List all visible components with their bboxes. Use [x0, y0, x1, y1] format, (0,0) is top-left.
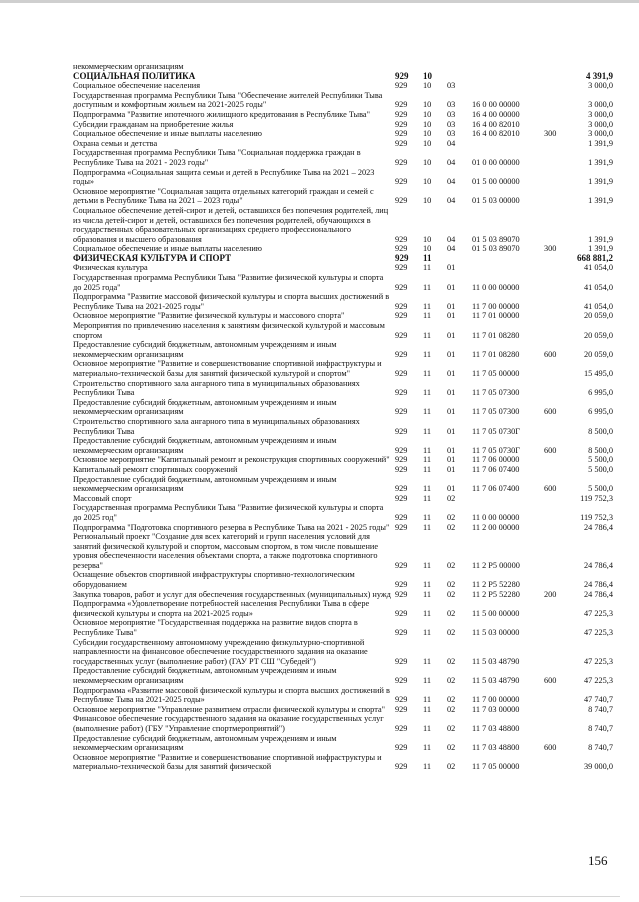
table-row	[73, 129, 613, 139]
row-amount: 3 000,0	[588, 81, 613, 91]
row-ministry-code: 929	[395, 282, 408, 292]
row-amount: 8 740,7	[588, 723, 613, 733]
row-subsection-code: 04	[447, 138, 456, 148]
row-subsection-code: 01	[447, 455, 456, 465]
table-row	[73, 398, 613, 417]
row-name: Основное мероприятие "Социальная защита отдельных категорий граждан и семей с детьми в Республике Тыва на 2021 – 2023 годы"	[73, 186, 374, 206]
row-amount: 20 059,0	[583, 349, 613, 359]
row-subsection-code: 02	[447, 676, 456, 685]
row-section-code: 10	[423, 138, 432, 148]
row-target-article: 11 5 03 48790	[472, 676, 520, 685]
table-row	[73, 494, 613, 504]
row-section-code: 10	[423, 234, 432, 244]
row-expense-type: 600	[544, 676, 557, 685]
row-ministry-code: 929	[395, 369, 408, 378]
row-section-code: 11	[423, 455, 431, 465]
row-target-article: 11 2 P5 52280	[472, 589, 520, 599]
row-target-article: 11 7 03 48800	[472, 743, 520, 753]
row-name: Охрана семьи и детства	[73, 138, 158, 148]
row-target-article: 11 7 06 00000	[472, 455, 520, 465]
row-name: Подпрограмма «Развитие массовой физической культуры и спорта высших достижений в Республике Тыва на 2021-2025 годы»	[73, 685, 390, 705]
row-section-code: 11	[423, 560, 431, 570]
row-amount: 47 225,3	[583, 676, 613, 685]
row-amount: 15 495,0	[583, 369, 613, 378]
row-target-article: 01 5 03 00000	[472, 196, 520, 206]
row-subsection-code: 04	[447, 244, 456, 254]
table-row	[73, 72, 613, 82]
row-ministry-code: 929	[395, 445, 408, 455]
row-ministry-code: 929	[395, 388, 408, 398]
row-section-code: 11	[423, 656, 431, 666]
table-row	[73, 503, 613, 522]
row-section-code: 11	[423, 426, 431, 436]
row-ministry-code: 929	[395, 109, 408, 119]
row-amount: 8 500,0	[588, 426, 613, 436]
row-subsection-code: 02	[447, 589, 456, 599]
row-subsection-code: 01	[447, 464, 456, 474]
row-amount: 39 000,0	[583, 762, 613, 772]
row-name: Оснащение объектов спортивной инфраструктуры спортивно-технологическим оборудованием	[73, 570, 355, 590]
row-section-code: 10	[423, 157, 432, 167]
row-name: Государственная программа Республики Тыва "Социальная поддержка граждан в Республике Тыва на 2021 - 2023 годы"	[73, 148, 361, 167]
row-subsection-code: 01	[447, 282, 456, 292]
row-subsection-code: 03	[447, 129, 456, 139]
row-target-article: 11 7 03 00000	[472, 704, 520, 714]
row-subsection-code: 02	[447, 762, 456, 772]
row-section-code: 10	[423, 81, 432, 91]
row-amount: 3 000,0	[588, 119, 613, 129]
row-target-article: 11 5 03 48790	[472, 656, 520, 666]
row-ministry-code: 929	[395, 522, 408, 532]
row-ministry-code: 929	[395, 177, 408, 187]
row-section-code: 11	[423, 369, 431, 378]
row-ministry-code: 929	[395, 426, 408, 436]
row-subsection-code: 02	[447, 493, 456, 503]
row-ministry-code: 929	[395, 311, 408, 321]
row-ministry-code: 929	[395, 234, 408, 244]
table-row	[73, 206, 613, 244]
row-amount: 41 054,0	[583, 263, 613, 273]
row-name: Социальное обеспечение населения	[73, 81, 201, 91]
row-subsection-code: 04	[447, 234, 456, 244]
row-amount: 47 740,7	[583, 695, 613, 705]
row-name: Подпрограмма «Удовлетворение потребностей населения Республики Тыва в сфере физической культуры и спорта на 2021-2025 годы»	[73, 599, 370, 618]
row-amount: 1 391,9	[588, 196, 613, 206]
row-section-code: 11	[423, 282, 431, 292]
row-name: Предоставление субсидий бюджетным, автономным учреждениям и иным некоммерческим организациям	[73, 666, 337, 685]
row-name: Основное мероприятие "Развитие физической культуры и массового спорта"	[73, 311, 345, 321]
row-section-code: 11	[423, 388, 431, 398]
row-name: Государственная программа Республики Тыва "Развитие физической культуры и спорта до 2025 год"	[73, 503, 384, 522]
row-name: Массовый спорт	[73, 493, 132, 503]
row-target-article: 16 4 00 82010	[472, 129, 520, 139]
table-row	[73, 599, 613, 618]
row-subsection-code: 03	[447, 81, 456, 91]
row-amount: 24 786,4	[583, 580, 613, 590]
row-ministry-code: 929	[395, 81, 408, 91]
table-row	[73, 618, 613, 637]
table-row	[73, 168, 613, 187]
row-amount: 119 752,3	[580, 512, 613, 522]
row-section-code: 11	[423, 445, 431, 455]
table-row	[73, 91, 613, 110]
row-amount: 6 995,0	[588, 388, 613, 398]
row-section-code: 10	[423, 129, 432, 139]
row-ministry-code: 929	[395, 252, 409, 263]
row-subsection-code: 01	[447, 330, 456, 340]
row-ministry-code: 929	[395, 157, 408, 167]
row-section-code: 11	[423, 330, 431, 340]
row-name: Государственная программа Республики Тыва "Развитие физической культуры и спорта до 2025 года"	[73, 273, 384, 292]
row-section-code: 10	[423, 119, 432, 129]
table-row	[73, 81, 613, 91]
row-name: Предоставление субсидий бюджетным, автономным учреждениям и иным некоммерческим организациям	[73, 340, 337, 359]
row-name: Закупка товаров, работ и услуг для обеспечения государственных (муниципальных) нужд	[73, 589, 391, 599]
row-target-article: 11 5 00 00000	[472, 608, 520, 618]
row-ministry-code: 929	[395, 349, 408, 359]
row-amount: 8 740,7	[588, 704, 613, 714]
row-ministry-code: 929	[395, 119, 408, 129]
row-section-code: 11	[423, 484, 431, 494]
row-target-article: 11 0 00 00000	[472, 282, 520, 292]
row-amount: 1 391,9	[588, 244, 613, 254]
row-subsection-code: 02	[447, 512, 456, 522]
budget-table	[73, 62, 613, 772]
table-row	[73, 705, 613, 715]
scan-bottom-edge	[20, 896, 620, 897]
table-row	[73, 532, 613, 570]
row-section-code: 11	[423, 311, 431, 321]
row-ministry-code: 929	[395, 589, 408, 599]
row-subsection-code: 02	[447, 723, 456, 733]
row-section-code: 10	[423, 109, 432, 119]
row-expense-type: 300	[544, 129, 557, 139]
row-amount: 5 500,0	[588, 484, 613, 494]
row-name: Основное мероприятие "Государственная поддержка на развитие видов спорта в Республике Тыва"	[73, 618, 358, 638]
row-section-code: 11	[423, 695, 431, 705]
row-subsection-code: 02	[447, 608, 456, 618]
row-section-code: 11	[423, 407, 431, 417]
table-row	[73, 359, 613, 378]
row-name: Основное мероприятие "Развитие и совершенствование спортивной инфраструктуры и материально-технической базы для занятий физической культурой и спортом"	[73, 359, 382, 378]
row-section-code: 11	[423, 263, 431, 273]
row-section-code: 11	[423, 608, 431, 618]
row-target-article: 11 7 06 07400	[472, 484, 520, 494]
table-row	[73, 436, 613, 455]
table-row	[73, 139, 613, 149]
row-target-article: 11 7 05 07300	[472, 407, 520, 417]
table-row	[73, 455, 613, 465]
row-name: некоммерческим организациям	[73, 62, 184, 71]
table-row	[73, 273, 613, 292]
row-target-article: 11 7 05 00000	[472, 369, 520, 378]
row-ministry-code: 929	[395, 70, 409, 81]
row-name: ФИЗИЧЕСКАЯ КУЛЬТУРА И СПОРТ	[73, 252, 232, 263]
row-section-code: 11	[423, 743, 431, 753]
row-ministry-code: 929	[395, 695, 408, 705]
row-target-article: 11 7 01 08280	[472, 330, 520, 340]
row-amount: 1 391,9	[588, 234, 613, 244]
row-name: Предоставление субсидий бюджетным, автономным учреждениям и иным некоммерческим организациям	[73, 474, 337, 494]
row-amount: 24 786,4	[583, 560, 613, 570]
row-section-code: 11	[423, 762, 431, 772]
row-subsection-code: 02	[447, 695, 456, 705]
row-ministry-code: 929	[395, 743, 408, 753]
row-name: Предоставление субсидий бюджетным, автономным учреждениям и иным некоммерческим организациям	[73, 733, 337, 753]
row-name: Региональный проект "Создание для всех категорий и групп населения условий для занятий физической культурой и спортом, массовым спортом, в том числе повышение уровня обеспеченности населения объектами спорта, а также подготовка спортивного резерва"	[73, 532, 379, 570]
row-name: Государственная программа Республики Тыва "Обеспечение жителей Республики Тыва доступным и комфортным жильем на 2021-2025 годы"	[73, 90, 383, 110]
row-amount: 20 059,0	[583, 330, 613, 340]
row-ministry-code: 929	[395, 656, 408, 666]
row-ministry-code: 929	[395, 676, 408, 685]
row-ministry-code: 929	[395, 464, 408, 474]
row-section-code: 10	[423, 244, 432, 254]
row-name: Основное мероприятие "Капитальный ремонт и реконструкция спортивных сооружений"	[73, 455, 390, 465]
table-row	[73, 417, 613, 436]
row-section-code: 11	[423, 676, 431, 685]
table-row	[73, 570, 613, 589]
row-target-article: 11 0 00 00000	[472, 512, 520, 522]
row-expense-type: 600	[544, 407, 557, 417]
row-name: Социальное обеспечение и иные выплаты населению	[73, 129, 262, 139]
table-row	[73, 340, 613, 359]
table-row	[73, 187, 613, 206]
row-name: Подпрограмма «Социальная защита семьи и детей в Республике Тыва на 2021 – 2023 годы»	[73, 167, 375, 187]
row-section-code: 11	[423, 493, 431, 503]
row-section-code: 11	[423, 589, 431, 599]
row-section-code: 11	[423, 512, 431, 522]
row-ministry-code: 929	[395, 301, 408, 311]
row-section-code: 10	[423, 177, 432, 187]
row-subsection-code: 01	[447, 369, 456, 378]
table-row	[73, 734, 613, 753]
row-name: Строительство спортивного зала ангарного типа в муниципальных образованиях Республики Тыва	[73, 416, 360, 436]
table-row	[73, 523, 613, 533]
table-row	[73, 292, 613, 311]
row-ministry-code: 929	[395, 330, 408, 340]
row-name: Субсидии государственному автономному учреждению физкультурно-спортивной направленности на финансовое обеспечение государственного задания на оказание государственных услуг (выполнение работ) (ГАУ РТ СШ "Субедей")	[73, 637, 368, 666]
table-row	[73, 148, 613, 167]
row-name: Социальное обеспечение и иные выплаты населению	[73, 244, 262, 254]
row-name: Строительство спортивного зала ангарного типа в муниципальных образованиях Республики Тыва	[73, 378, 360, 398]
row-subsection-code: 01	[447, 407, 456, 417]
row-target-article: 11 2 P5 52280	[472, 580, 520, 590]
row-section-code: 11	[423, 349, 431, 359]
row-name: СОЦИАЛЬНАЯ ПОЛИТИКА	[73, 70, 196, 81]
row-name: Предоставление субсидий бюджетным, автономным учреждениям и иным некоммерческим организациям	[73, 397, 337, 417]
row-subsection-code: 01	[447, 263, 456, 273]
row-name: Предоставление субсидий бюджетным, автономным учреждениям и иным некоммерческим организациям	[73, 436, 337, 455]
table-row	[73, 475, 613, 494]
row-section-code: 10	[423, 70, 432, 81]
row-subsection-code: 02	[447, 560, 456, 570]
table-row	[73, 120, 613, 130]
row-ministry-code: 929	[395, 407, 408, 417]
row-subsection-code: 01	[447, 445, 456, 455]
row-target-article: 11 7 06 07400	[472, 464, 520, 474]
row-name: Физическая культура	[73, 263, 148, 273]
row-name: Основное мероприятие "Управление развитием отрасли физической культуры и спорта"	[73, 704, 386, 714]
row-ministry-code: 929	[395, 512, 408, 522]
row-ministry-code: 929	[395, 762, 408, 772]
row-subsection-code: 02	[447, 522, 456, 532]
table-row	[73, 753, 613, 772]
table-row	[73, 379, 613, 398]
row-name: Социальное обеспечение детей-сирот и детей, оставшихся без попечения родителей, лиц из числа детей-сирот и детей, оставшихся без попечения родителей, обучающихся в государственных образовательных организациях среднего профессионального образования и высшего образования	[73, 205, 389, 244]
row-target-article: 11 7 05 00000	[472, 762, 520, 772]
row-section-code: 11	[423, 252, 432, 263]
row-target-article: 16 4 00 00000	[472, 109, 520, 119]
row-target-article: 11 7 05 0730Г	[472, 426, 521, 436]
row-ministry-code: 929	[395, 244, 408, 254]
row-expense-type: 300	[544, 244, 557, 254]
row-subsection-code: 01	[447, 426, 456, 436]
row-amount: 5 500,0	[588, 464, 613, 474]
row-target-article: 11 7 00 00000	[472, 695, 520, 705]
row-name: Подпрограмма "Подготовка спортивного резерва в Республике Тыва на 2021 - 2025 годы"	[73, 522, 390, 532]
row-name: Подпрограмма "Развитие массовой физической культуры и спорта высших достижений в Республике Тыва на 2021-2025 годы"	[73, 292, 390, 311]
row-amount: 47 225,3	[583, 628, 613, 638]
row-amount: 3 000,0	[588, 100, 613, 110]
row-subsection-code: 01	[447, 311, 456, 321]
row-subsection-code: 01	[447, 301, 456, 311]
row-section-code: 11	[423, 522, 431, 532]
row-target-article: 11 2 00 00000	[472, 522, 520, 532]
row-ministry-code: 929	[395, 580, 408, 590]
row-subsection-code: 02	[447, 704, 456, 714]
row-name: Капитальный ремонт спортивных сооружений	[73, 464, 238, 474]
row-section-code: 11	[423, 464, 431, 474]
table-row	[73, 686, 613, 705]
row-target-article: 11 7 03 48800	[472, 723, 520, 733]
row-amount: 47 225,3	[583, 656, 613, 666]
row-subsection-code: 02	[447, 743, 456, 753]
row-ministry-code: 929	[395, 129, 408, 139]
row-section-code: 11	[423, 628, 431, 638]
row-ministry-code: 929	[395, 484, 408, 494]
row-amount: 47 225,3	[583, 608, 613, 618]
row-ministry-code: 929	[395, 196, 408, 206]
row-subsection-code: 01	[447, 484, 456, 494]
row-subsection-code: 02	[447, 628, 456, 638]
row-section-code: 10	[423, 100, 432, 110]
row-amount: 4 391,9	[586, 70, 613, 81]
table-row	[73, 254, 613, 264]
page-number: 156	[588, 853, 608, 868]
row-subsection-code: 03	[447, 119, 456, 129]
row-name: Субсидии гражданам на приобретение жилья	[73, 119, 234, 129]
row-subsection-code: 03	[447, 109, 456, 119]
row-target-article: 11 7 00 00000	[472, 301, 520, 311]
row-expense-type: 600	[544, 484, 557, 494]
row-amount: 119 752,3	[580, 493, 613, 503]
row-amount: 5 500,0	[588, 455, 613, 465]
row-expense-type: 600	[544, 445, 557, 455]
row-expense-type: 600	[544, 743, 557, 753]
row-ministry-code: 929	[395, 704, 408, 714]
table-row	[73, 110, 613, 120]
row-section-code: 11	[423, 580, 431, 590]
row-ministry-code: 929	[395, 560, 408, 570]
row-subsection-code: 04	[447, 177, 456, 187]
row-ministry-code: 929	[395, 723, 408, 733]
row-amount: 24 786,4	[583, 522, 613, 532]
row-target-article: 01 0 00 00000	[472, 157, 520, 167]
table-row	[73, 638, 613, 667]
row-target-article: 16 4 00 82010	[472, 119, 520, 129]
row-amount: 41 054,0	[583, 301, 613, 311]
row-ministry-code: 929	[395, 455, 408, 465]
row-amount: 20 059,0	[583, 311, 613, 321]
row-section-code: 10	[423, 196, 432, 206]
row-amount: 8 500,0	[588, 445, 613, 455]
row-target-article: 11 2 P5 00000	[472, 560, 520, 570]
row-name: Финансовое обеспечение государственного задания на оказание государственных услуг (выполнение работ) (ГБУ "Управление спортмероприятий")	[73, 714, 384, 733]
row-amount: 3 000,0	[588, 129, 613, 139]
row-expense-type: 600	[544, 349, 557, 359]
row-target-article: 11 7 01 00000	[472, 311, 520, 321]
row-ministry-code: 929	[395, 493, 408, 503]
row-amount: 8 740,7	[588, 743, 613, 753]
row-subsection-code: 04	[447, 196, 456, 206]
row-amount: 3 000,0	[588, 109, 613, 119]
row-name: Основное мероприятие "Развитие и совершенствование спортивной инфраструктуры и материально-технической базы для занятий физической	[73, 752, 382, 772]
row-amount: 6 995,0	[588, 407, 613, 417]
row-ministry-code: 929	[395, 138, 408, 148]
row-subsection-code: 03	[447, 100, 456, 110]
row-ministry-code: 929	[395, 628, 408, 638]
row-section-code: 11	[423, 704, 431, 714]
row-name: Мероприятия по привлечению населения к занятиям физической культурой и массовым спортом	[73, 321, 385, 340]
row-amount: 41 054,0	[583, 282, 613, 292]
table-row	[73, 311, 613, 321]
row-target-article: 11 7 05 07300	[472, 388, 520, 398]
row-target-article: 01 5 00 00000	[472, 177, 520, 187]
row-target-article: 11 7 05 0730Г	[472, 445, 521, 455]
table-row	[73, 321, 613, 340]
scan-top-edge	[0, 0, 639, 3]
table-row	[73, 465, 613, 475]
row-ministry-code: 929	[395, 608, 408, 618]
row-target-article: 11 5 03 00000	[472, 628, 520, 638]
row-target-article: 01 5 03 89070	[472, 244, 520, 254]
row-target-article: 01 5 03 89070	[472, 234, 520, 244]
row-amount: 1 391,9	[588, 138, 613, 148]
table-row	[73, 590, 613, 600]
row-target-article: 11 7 01 08280	[472, 349, 520, 359]
table-row	[73, 666, 613, 685]
row-target-article: 16 0 00 00000	[472, 100, 520, 110]
row-ministry-code: 929	[395, 263, 408, 273]
row-subsection-code: 04	[447, 157, 456, 167]
row-name: Подпрограмма "Развитие ипотечного жилищного кредитования в Республике Тыва"	[73, 109, 370, 119]
table-row	[73, 263, 613, 273]
row-ministry-code: 929	[395, 100, 408, 110]
row-expense-type: 200	[544, 589, 557, 599]
row-subsection-code: 02	[447, 656, 456, 666]
row-section-code: 11	[423, 723, 431, 733]
row-amount: 1 391,9	[588, 177, 613, 187]
table-row	[73, 714, 613, 733]
row-subsection-code: 01	[447, 388, 456, 398]
row-amount: 668 881,2	[577, 252, 613, 263]
row-subsection-code: 01	[447, 349, 456, 359]
row-amount: 1 391,9	[588, 157, 613, 167]
row-section-code: 11	[423, 301, 431, 311]
row-amount: 24 786,4	[583, 589, 613, 599]
row-subsection-code: 02	[447, 580, 456, 590]
